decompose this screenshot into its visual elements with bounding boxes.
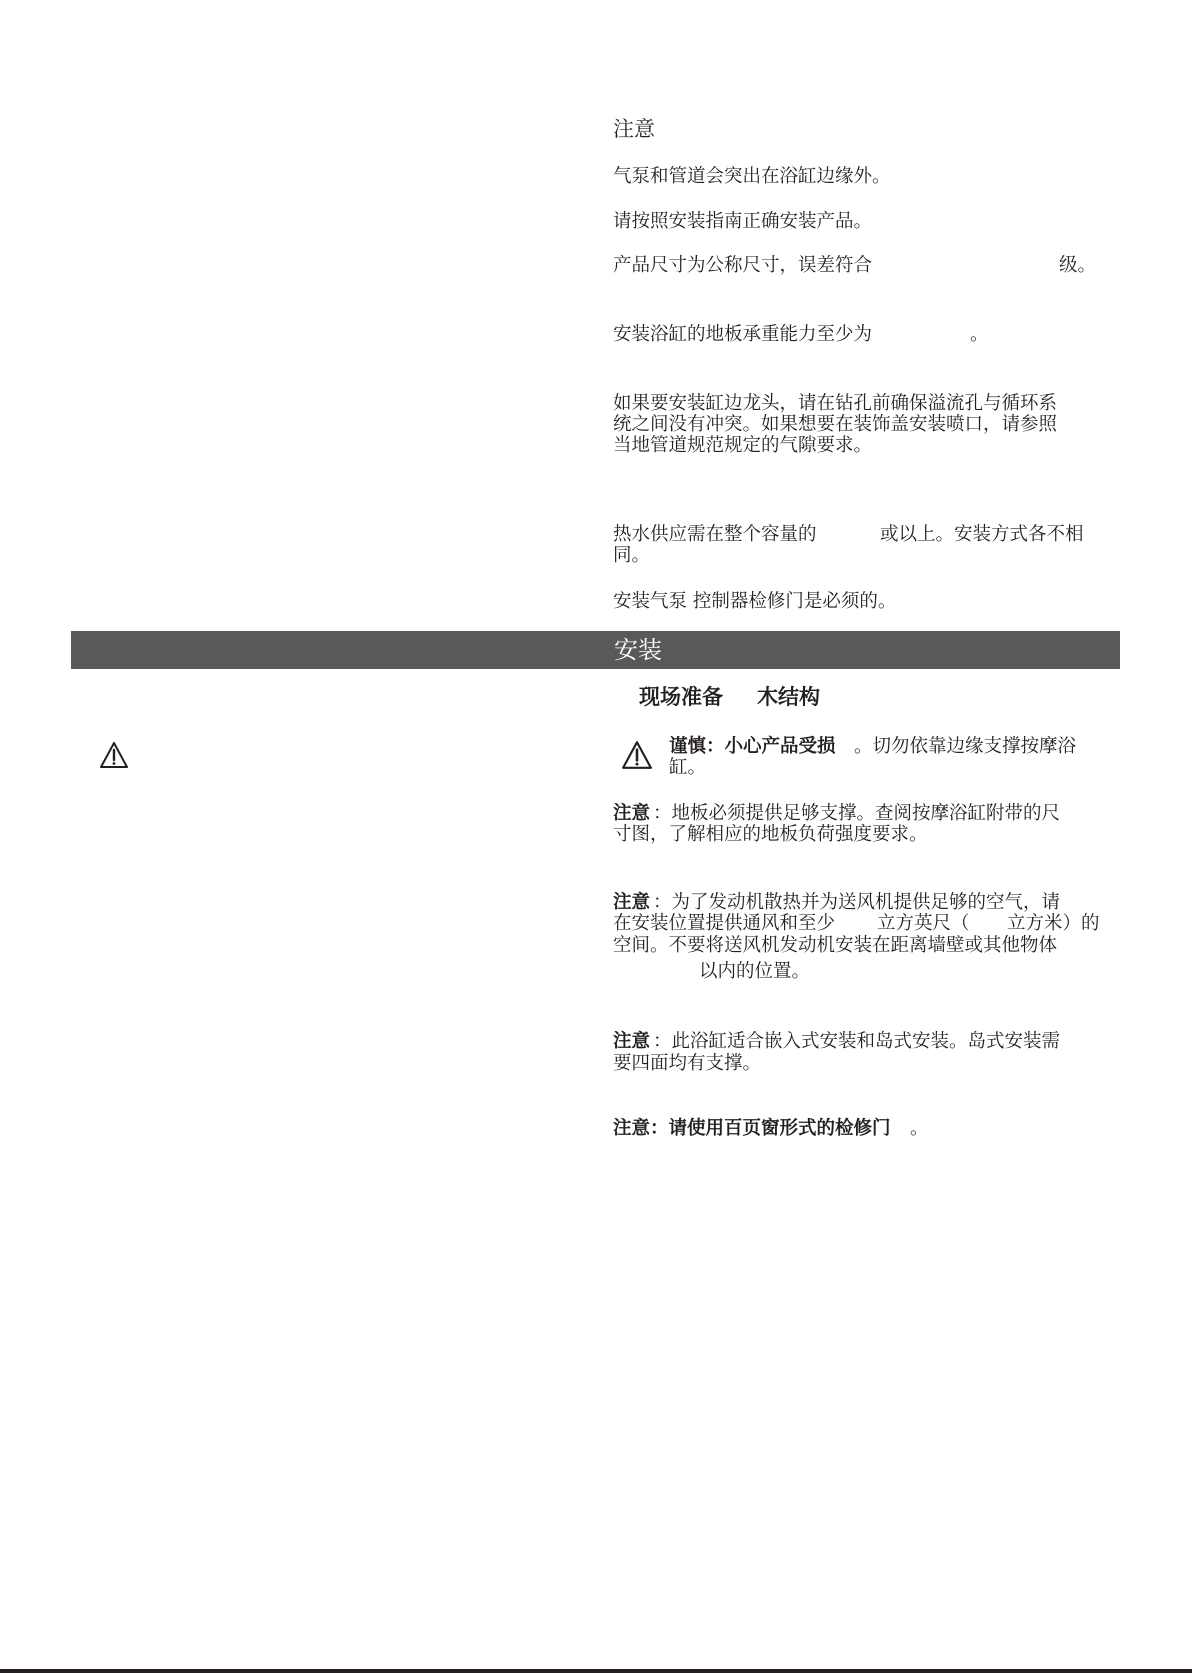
warning-icon <box>99 741 129 769</box>
notice-item: 请按照安装指南正确安装产品。 <box>613 211 873 232</box>
note-label: 注意 <box>613 1031 651 1052</box>
notice-item: 如果要安装缸边龙头，请在钻孔前确保溢流孔与循环系 <box>613 393 1058 414</box>
notice-item-suffix: 级。 <box>1059 255 1097 276</box>
note-text: 立方英尺（ <box>877 913 970 934</box>
note-text: 空间。不要将送风机发动机安装在距离墙壁或其他物体 <box>613 935 1058 956</box>
notice-item: 气泵和管道会突出在浴缸边缘外。 <box>613 166 891 187</box>
caution-label: 谨慎：小心产品受损 <box>669 736 836 757</box>
note-text: ：为了发动机散热并为送风机提供足够的空气，请 <box>653 892 1061 913</box>
note-text: ：地板必须提供足够支撑。查阅按摩浴缸附带的尺 <box>653 803 1061 824</box>
note-text: 寸图，了解相应的地板负荷强度要求。 <box>613 824 928 845</box>
note-text: 以内的位置。 <box>699 961 811 982</box>
notice-heading: 注意 <box>613 117 655 141</box>
notice-item-suffix: 或以上。安装方式各不相 <box>880 524 1084 545</box>
notice-item: 产品尺寸为公称尺寸，误差符合 <box>613 255 873 276</box>
note-label: 注意：请使用百页窗形式的检修门 <box>613 1118 891 1139</box>
caution-text: 。切勿依靠边缘支撑按摩浴 <box>854 736 1077 757</box>
notice-item: 统之间没有冲突。如果想要在装饰盖安装喷口，请参照 <box>613 414 1058 435</box>
page-bottom-rule <box>0 1669 1192 1673</box>
note-text: ：此浴缸适合嵌入式安装和岛式安装。岛式安装需 <box>653 1031 1061 1052</box>
note-label: 注意 <box>613 892 651 913</box>
note-text: 立方米）的 <box>1007 913 1100 934</box>
wood-structure-heading: 木结构 <box>757 685 820 709</box>
site-prep-heading: 现场准备 <box>639 685 723 709</box>
note-text: 要四面均有支撑。 <box>613 1053 762 1074</box>
notice-item: 安装浴缸的地板承重能力至少为 <box>613 324 873 345</box>
install-banner-title: 安装 <box>614 636 662 664</box>
note-label: 注意 <box>613 803 651 824</box>
caution-text: 缸。 <box>669 757 707 778</box>
notice-item: 当地管道规范规定的气隙要求。 <box>613 435 873 456</box>
install-banner <box>71 631 1120 669</box>
notice-item: 安装气泵 控制器检修门是必须的。 <box>613 591 897 612</box>
caution-icon <box>621 740 653 770</box>
note-text: 。 <box>910 1118 929 1139</box>
notice-item: 热水供应需在整个容量的 <box>613 524 817 545</box>
note-text: 在安装位置提供通风和至少 <box>613 913 836 934</box>
notice-item-suffix: 。 <box>970 324 989 345</box>
notice-item: 同。 <box>613 545 651 566</box>
